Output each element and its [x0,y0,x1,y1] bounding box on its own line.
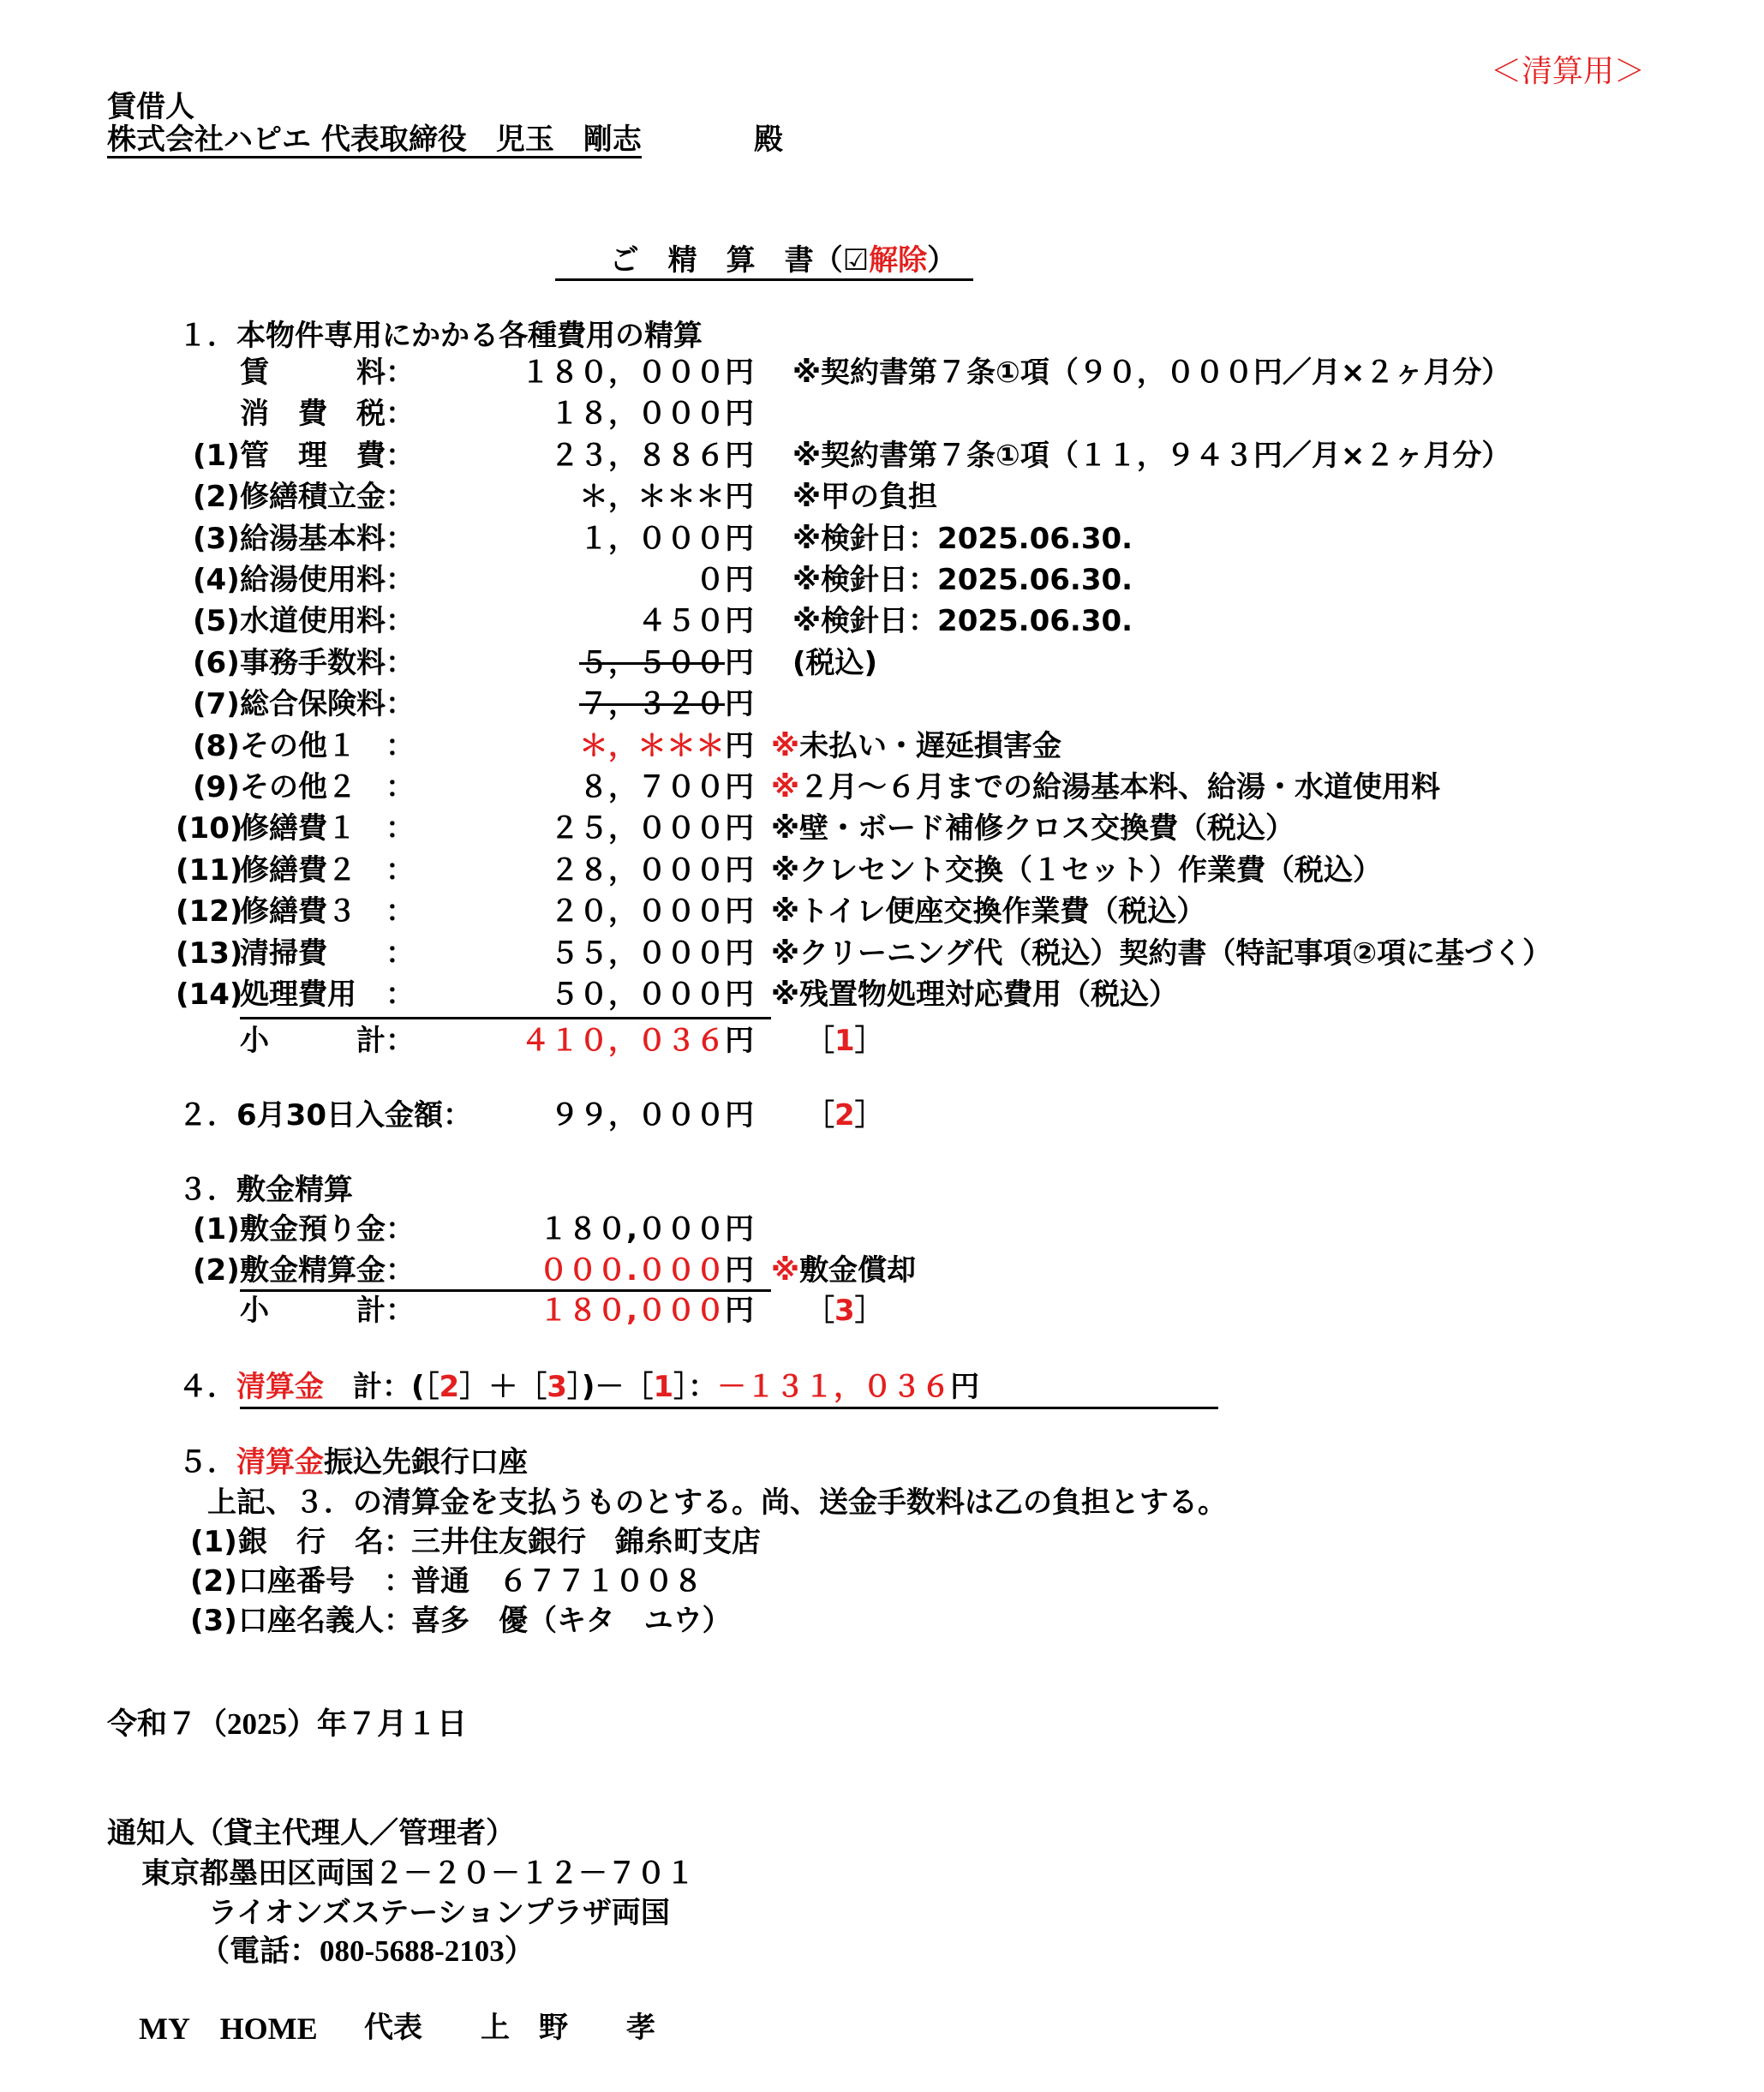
note-text: ※クリーニング代（税込）契約書（特記事項②項に基づく） [771,936,1552,971]
note-text: 未払い・遅延損害金 [799,729,1062,763]
row-number: (1) [193,439,240,473]
addressee-label: 賃借人 [107,90,194,124]
row-amount [480,936,754,971]
amount-text: ＊，＊＊＊円 [579,480,754,514]
row-label: 清掃費 ： [240,936,415,971]
row-label: 修繕積立金： [240,480,415,514]
title-status: 解除 [869,243,928,278]
settlement-label: 清算金 [236,1370,324,1404]
row-number: (9) [193,770,240,804]
section5-heading-rest: 振込先銀行口座 [324,1445,528,1479]
row-label: 修繕費２ ： [240,853,415,888]
ref-number: 1 [653,1370,674,1404]
row-note [771,853,1383,888]
document-type-stamp: ＜清算用＞ [1491,54,1646,89]
row-note [792,480,938,514]
section3-subtotal [480,1294,754,1328]
row-amount [480,977,754,1012]
section5-statement: 上記、３．の清算金を支払うものとする。尚、送金手数料は乙の負担とする。 [207,1485,1227,1520]
checkbox-icon: ☑ [842,243,870,278]
row-amount [480,811,754,846]
row-note [771,770,1441,804]
amount-text: ２０，０００円 [550,894,754,929]
note-text: ※甲の負担 [792,480,938,514]
row-label: 総合保険料： [240,687,415,721]
bank-row-number: (1) [190,1525,237,1559]
row-number: (11) [176,853,243,888]
row-number: (2) [193,480,240,514]
bank-row-label: 銀 行 名： [238,1525,413,1559]
ref-close: ］ [854,1294,884,1328]
unit: 円 [725,1294,754,1328]
issue-date: 令和７（2025）年７月１日 [107,1707,468,1741]
row-number: (4) [193,563,240,597]
note-mark: ※ [771,1253,800,1288]
note-text: ※検針日：2025.06.30. [792,604,1133,638]
row-amount [480,565,754,595]
row-amount [480,687,754,721]
formula-part: ］)－［ [566,1370,654,1404]
row-label: 事務手数料： [240,646,415,680]
section3-row2-num: (2) [193,1253,240,1288]
row-note [771,729,1062,763]
title-prefix: ご 精 算 書（ [609,243,843,278]
settlement-result: －１３１，０３６ [717,1370,951,1404]
row-number: (6) [193,646,240,680]
row-amount [480,522,754,556]
section3-row1-label: 敷金預り金： [240,1212,415,1246]
ref-number: 2 [439,1370,460,1404]
ref-number: 1 [834,1024,855,1058]
settlement-label: 清算金 [236,1445,324,1479]
note-text: ※トイレ便座交換作業費（税込） [771,894,1206,929]
note-text: (税込) [792,646,878,680]
ref-open: ［ [805,1098,834,1133]
row-note [792,522,1133,556]
section4-underline [240,1407,1218,1409]
ref-open: ［ [805,1024,834,1058]
amount-text: ８，７００円 [579,770,754,804]
row-note [792,604,1133,638]
row-label: 賃 料： [240,356,415,390]
amount-text: ０円 [696,563,754,597]
amount-text: ２３，８８６円 [550,439,754,473]
notifier-building: ライオンズステーションプラザ両国 [208,1896,670,1930]
representative: 代表 上 野 孝 [364,2011,655,2045]
row-label: 修繕費１ ： [240,811,415,846]
row-amount [480,397,754,431]
note-text: ※壁・ボード補修クロス交換費（税込） [771,811,1295,846]
bank-row-number: (2) [190,1564,237,1599]
unit: 円 [725,1253,754,1288]
row-label: 水道使用料： [240,604,415,638]
row-amount [480,729,754,763]
section3-row2-note [771,1253,917,1288]
row-note [792,356,1511,390]
note-text: ※検針日：2025.06.30. [792,563,1133,597]
row-note [771,977,1179,1012]
document-title [555,217,973,281]
row-number: (14) [176,977,243,1012]
formula-part: 計：(［ [324,1370,440,1404]
amount-text: １８，０００円 [550,397,754,431]
section3-underline [240,1289,771,1292]
unit: 円 [950,1370,980,1404]
section2-amount: ９９，０００円 [550,1098,754,1133]
ref-open: ［ [805,1294,834,1328]
section1-subtotal-label: 小 計： [240,1024,415,1058]
section1-subtotal-value: ４１０，０３６ [521,1024,725,1058]
row-number: (12) [176,894,243,929]
section3-ref [805,1294,884,1328]
ref-number: 2 [834,1098,855,1133]
row-label: 給湯使用料： [240,563,415,597]
addressee-name: 株式会社ハピエ 代表取締役 児玉 剛志 [107,123,642,157]
row-note [771,936,1552,971]
row-number: (7) [193,687,240,721]
bank-row-label: 口座番号 ： [238,1564,413,1599]
row-number: (5) [193,604,240,638]
company-name: MY HOME [139,2011,318,2046]
notifier-address: 東京都墨田区両国２－２０－１２－７０１ [141,1856,695,1891]
amount-text: １８０，０００円 [521,356,754,390]
row-note [792,646,878,680]
bank-row-value: 喜多 優（キタ ユウ） [411,1604,732,1638]
ref-number: 3 [834,1294,855,1328]
section3-row2-amount [480,1253,754,1288]
row-number: (10) [176,811,243,846]
note-text: 敷金償却 [799,1253,917,1288]
deposit-settlement-value: ０００.０００ [539,1253,725,1288]
row-label: 修繕費３ ： [240,894,415,929]
ref-close: ］ [854,1024,884,1058]
struck-amount: ７，３２０ [579,687,725,721]
section3-row1-num: (1) [193,1212,240,1246]
amount-text: ２５，０００円 [550,811,754,846]
bank-row-value: 三井住友銀行 錦糸町支店 [411,1525,761,1559]
section1-subtotal [480,1024,754,1058]
notifier-phone: （電話：080-5688-2103） [200,1934,535,1968]
section3-subtotal-label: 小 計： [240,1294,415,1328]
ref-number: 3 [547,1370,567,1404]
note-text: ※クレセント交換（１セット）作業費（税込） [771,853,1383,888]
note-text: ※検針日：2025.06.30. [792,522,1133,556]
amount-text: 円 [725,646,754,680]
section3-row1-amount: １８０,０００円 [539,1212,754,1246]
note-text: ２月～６月までの給湯基本料、給湯・水道使用料 [799,770,1441,804]
row-label: その他２ ： [240,770,415,804]
section1-subtotal-unit: 円 [725,1024,754,1058]
row-amount [480,894,754,929]
addressee-honorific: 殿 [754,123,783,157]
bank-row-label: 口座名義人： [238,1604,413,1638]
bank-row-number: (3) [190,1604,237,1638]
row-note [792,439,1511,473]
row-label: 給湯基本料： [240,522,415,556]
section5-num: ５． [178,1445,236,1479]
row-note [792,565,1133,595]
row-label: 処理費用 ： [240,977,415,1012]
section2-label: ２．6月30日入金額： [178,1098,472,1133]
section2-ref [805,1098,884,1133]
formula-part: ］： [673,1370,718,1404]
row-number: (3) [193,522,240,556]
amount-text: 円 [725,729,754,763]
row-amount [480,356,754,390]
formula-part: ］＋［ [459,1370,547,1404]
note-text: ※残置物処理対応費用（税込） [771,977,1179,1012]
note-text: ※契約書第７条①項（１１，９４３円／月×２ヶ月分） [792,439,1511,473]
bank-row-value: 普通 ６７７１００８ [411,1564,703,1599]
row-note [771,811,1295,846]
row-amount [480,853,754,888]
amount-text: ４５０円 [637,604,754,638]
notifier-heading: 通知人（貸主代理人／管理者） [107,1816,515,1850]
amount-text: ５０，０００円 [550,977,754,1012]
amount-text: １，０００円 [579,522,754,556]
row-amount [480,439,754,473]
row-label: 消 費 税： [240,397,415,431]
row-number: (13) [176,936,243,971]
section5-heading [178,1445,528,1479]
section1-underline [240,1017,771,1019]
row-amount [480,480,754,514]
row-amount [480,646,754,680]
section4-num: ４． [178,1370,236,1404]
title-suffix: ） [927,243,957,278]
note-mark: ※ [771,770,800,804]
note-text: ※契約書第７条①項（９０，０００円／月×２ヶ月分） [792,356,1511,390]
unpaid-amount: ＊，＊＊＊ [579,729,725,763]
row-label: 管 理 費： [240,439,415,473]
section3-heading: ３．敷金精算 [178,1173,353,1207]
section3-subtotal-value: １８０,０００ [539,1294,725,1328]
row-number: (8) [193,729,240,763]
row-note [771,894,1206,929]
row-label: その他１ ： [240,729,415,763]
amount-text: ５５，０００円 [550,936,754,971]
note-mark: ※ [771,729,800,763]
row-amount [480,604,754,638]
section1-subtotal-ref [805,1024,884,1058]
struck-amount: ５，５００ [579,646,725,680]
row-amount [480,770,754,804]
amount-text: ２８，０００円 [550,853,754,888]
section3-row2-label: 敷金精算金： [240,1253,415,1288]
amount-text: 円 [725,687,754,721]
ref-close: ］ [854,1098,884,1133]
section4-formula [178,1372,979,1402]
section1-heading: １．本物件専用にかかる各種費用の精算 [178,319,703,353]
